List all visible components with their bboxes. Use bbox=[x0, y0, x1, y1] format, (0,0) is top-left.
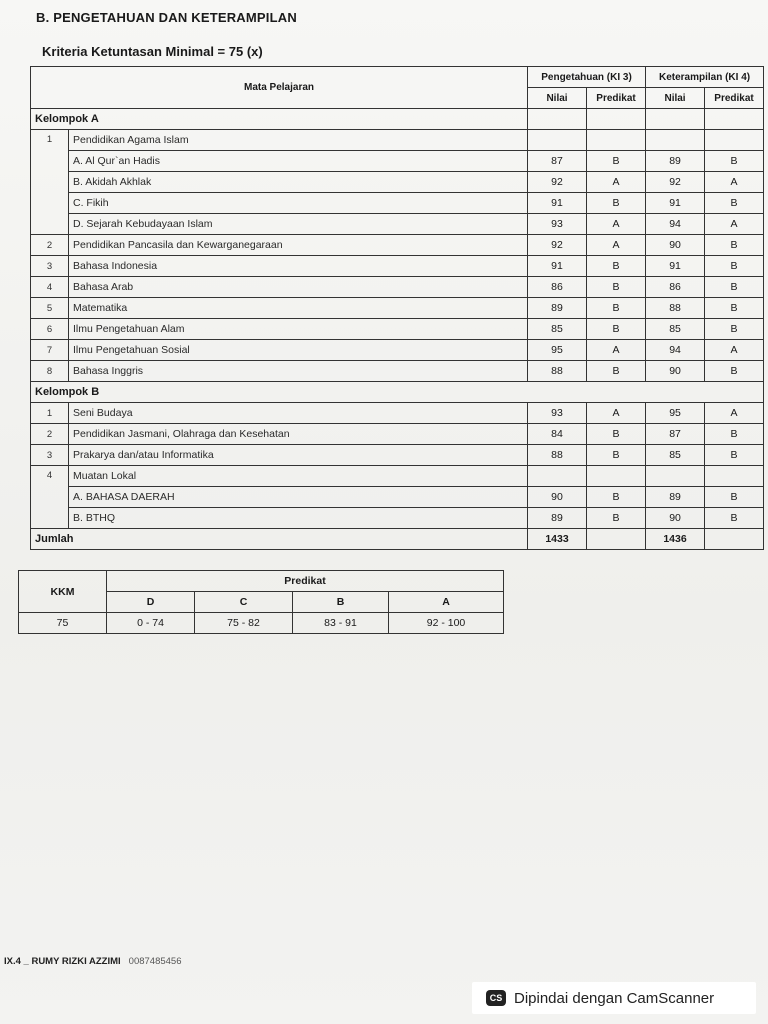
subject-name: Bahasa Indonesia bbox=[69, 256, 528, 277]
p-nilai: 91 bbox=[528, 193, 587, 214]
p-nilai: 92 bbox=[528, 235, 587, 256]
p-nilai: 91 bbox=[528, 256, 587, 277]
range-b: 83 - 91 bbox=[293, 613, 389, 634]
row-number: 3 bbox=[31, 256, 69, 277]
p-nilai: 86 bbox=[528, 277, 587, 298]
k-predikat: B bbox=[705, 193, 764, 214]
subject-name: Bahasa Inggris bbox=[69, 361, 528, 382]
k-predikat: B bbox=[705, 445, 764, 466]
section-title: B. PENGETAHUAN DAN KETERAMPILAN bbox=[36, 10, 297, 25]
subject-name: Pendidikan Pancasila dan Kewarganegaraan bbox=[69, 235, 528, 256]
p-predikat: A bbox=[587, 172, 646, 193]
k-nilai: 91 bbox=[646, 193, 705, 214]
total-label: Jumlah bbox=[31, 529, 528, 550]
group-label-a: Kelompok A bbox=[31, 109, 528, 130]
table-row bbox=[31, 403, 764, 424]
k-nilai: 91 bbox=[646, 256, 705, 277]
subject-name: C. Fikih bbox=[69, 193, 528, 214]
subject-name: A. BAHASA DAERAH bbox=[69, 487, 528, 508]
k-predikat: B bbox=[705, 256, 764, 277]
k-predikat: A bbox=[705, 172, 764, 193]
k-nilai: 94 bbox=[646, 340, 705, 361]
table-row bbox=[31, 256, 764, 277]
subject-name: B. Akidah Akhlak bbox=[69, 172, 528, 193]
row-number: 2 bbox=[31, 235, 69, 256]
header-k-nilai: Nilai bbox=[646, 88, 705, 109]
k-nilai: 85 bbox=[646, 319, 705, 340]
k-nilai: 86 bbox=[646, 277, 705, 298]
k-predikat: B bbox=[705, 235, 764, 256]
p-nilai: 93 bbox=[528, 403, 587, 424]
p-nilai: 95 bbox=[528, 340, 587, 361]
row-number: 1 bbox=[31, 403, 69, 424]
p-nilai: 87 bbox=[528, 151, 587, 172]
header-pengetahuan: Pengetahuan (KI 3) bbox=[528, 67, 646, 88]
k-total: 1436 bbox=[646, 529, 705, 550]
table-row bbox=[31, 340, 764, 361]
k-predikat: B bbox=[705, 151, 764, 172]
subject-name: Muatan Lokal bbox=[69, 466, 528, 487]
k-predikat: B bbox=[705, 487, 764, 508]
p-predikat: A bbox=[587, 214, 646, 235]
grade-b: B bbox=[293, 592, 389, 613]
p-nilai: 89 bbox=[528, 508, 587, 529]
p-nilai: 90 bbox=[528, 487, 587, 508]
p-predikat: B bbox=[587, 151, 646, 172]
k-nilai: 92 bbox=[646, 172, 705, 193]
predikat-header: Predikat bbox=[107, 571, 504, 592]
p-predikat: B bbox=[587, 256, 646, 277]
p-nilai: 88 bbox=[528, 361, 587, 382]
k-predikat: B bbox=[705, 424, 764, 445]
row-number: 7 bbox=[31, 340, 69, 361]
row-number: 6 bbox=[31, 319, 69, 340]
k-predikat: B bbox=[705, 277, 764, 298]
row-number: 8 bbox=[31, 361, 69, 382]
k-nilai: 95 bbox=[646, 403, 705, 424]
k-predikat: B bbox=[705, 361, 764, 382]
subject-name: Prakarya dan/atau Informatika bbox=[69, 445, 528, 466]
subject-name: Matematika bbox=[69, 298, 528, 319]
p-total: 1433 bbox=[528, 529, 587, 550]
kkm-table bbox=[18, 570, 504, 634]
range-c: 75 - 82 bbox=[195, 613, 293, 634]
grade-d: D bbox=[107, 592, 195, 613]
row-number: 3 bbox=[31, 445, 69, 466]
p-predikat: B bbox=[587, 508, 646, 529]
table-row bbox=[31, 424, 764, 445]
k-predikat: B bbox=[705, 298, 764, 319]
k-nilai: 88 bbox=[646, 298, 705, 319]
table-row bbox=[31, 277, 764, 298]
camscanner-logo-icon: CS bbox=[486, 990, 506, 1006]
range-d: 0 - 74 bbox=[107, 613, 195, 634]
table-row bbox=[31, 193, 764, 214]
p-nilai: 92 bbox=[528, 172, 587, 193]
grade-c: C bbox=[195, 592, 293, 613]
k-nilai: 87 bbox=[646, 424, 705, 445]
p-nilai: 88 bbox=[528, 445, 587, 466]
p-predikat: A bbox=[587, 403, 646, 424]
camscanner-watermark bbox=[472, 982, 756, 1014]
k-predikat: A bbox=[705, 403, 764, 424]
k-nilai: 89 bbox=[646, 487, 705, 508]
table-row bbox=[31, 508, 764, 529]
p-predikat: B bbox=[587, 361, 646, 382]
header-keterampilan: Keterampilan (KI 4) bbox=[646, 67, 764, 88]
subject-name: Bahasa Arab bbox=[69, 277, 528, 298]
table-row bbox=[31, 319, 764, 340]
grade-a: A bbox=[389, 592, 504, 613]
p-predikat: A bbox=[587, 235, 646, 256]
row-number: 1 bbox=[31, 130, 69, 235]
row-number: 2 bbox=[31, 424, 69, 445]
k-predikat: A bbox=[705, 340, 764, 361]
p-predikat: A bbox=[587, 340, 646, 361]
p-predikat: B bbox=[587, 487, 646, 508]
p-predikat: B bbox=[587, 319, 646, 340]
table-row bbox=[31, 298, 764, 319]
range-a: 92 - 100 bbox=[389, 613, 504, 634]
row-number: 4 bbox=[31, 277, 69, 298]
k-predikat: B bbox=[705, 319, 764, 340]
p-predikat: B bbox=[587, 277, 646, 298]
p-nilai: 93 bbox=[528, 214, 587, 235]
header-mata-pelajaran: Mata Pelajaran bbox=[31, 67, 528, 109]
p-predikat: B bbox=[587, 445, 646, 466]
row-number: 4 bbox=[31, 466, 69, 529]
k-nilai: 89 bbox=[646, 151, 705, 172]
subject-name: Pendidikan Agama Islam bbox=[69, 130, 528, 151]
subject-name: Seni Budaya bbox=[69, 403, 528, 424]
subject-name: Ilmu Pengetahuan Sosial bbox=[69, 340, 528, 361]
table-row bbox=[31, 445, 764, 466]
k-nilai: 90 bbox=[646, 235, 705, 256]
table-row bbox=[31, 151, 764, 172]
table-row bbox=[31, 487, 764, 508]
camscanner-text: Dipindai dengan CamScanner bbox=[514, 989, 715, 1007]
table-row bbox=[31, 172, 764, 193]
header-p-nilai: Nilai bbox=[528, 88, 587, 109]
subject-name: Ilmu Pengetahuan Alam bbox=[69, 319, 528, 340]
table-row bbox=[31, 214, 764, 235]
table-row bbox=[31, 466, 764, 487]
student-name: IX.4 _ RUMY RIZKI AZZIMI bbox=[4, 956, 121, 967]
subject-name: B. BTHQ bbox=[69, 508, 528, 529]
subject-name: Pendidikan Jasmani, Olahraga dan Kesehatan bbox=[69, 424, 528, 445]
table-row bbox=[31, 235, 764, 256]
grades-table bbox=[30, 66, 764, 550]
table-row bbox=[31, 361, 764, 382]
footer-student bbox=[4, 956, 182, 967]
total-row bbox=[31, 529, 764, 550]
p-predikat: B bbox=[587, 424, 646, 445]
row-number: 5 bbox=[31, 298, 69, 319]
header-k-predikat: Predikat bbox=[705, 88, 764, 109]
subject-name: D. Sejarah Kebudayaan Islam bbox=[69, 214, 528, 235]
student-number: 0087485456 bbox=[128, 956, 182, 967]
table-row bbox=[31, 130, 764, 151]
k-nilai: 90 bbox=[646, 508, 705, 529]
p-nilai: 85 bbox=[528, 319, 587, 340]
p-nilai: 89 bbox=[528, 298, 587, 319]
p-nilai: 84 bbox=[528, 424, 587, 445]
p-predikat: B bbox=[587, 193, 646, 214]
header-p-predikat: Predikat bbox=[587, 88, 646, 109]
k-predikat: B bbox=[705, 508, 764, 529]
kkm-value: 75 bbox=[19, 613, 107, 634]
kkm-header: KKM bbox=[19, 571, 107, 613]
subject-name: A. Al Qur`an Hadis bbox=[69, 151, 528, 172]
k-predikat: A bbox=[705, 214, 764, 235]
p-predikat: B bbox=[587, 298, 646, 319]
k-nilai: 85 bbox=[646, 445, 705, 466]
k-nilai: 90 bbox=[646, 361, 705, 382]
group-label-b: Kelompok B bbox=[31, 382, 764, 403]
kkm-title: Kriteria Ketuntasan Minimal = 75 (x) bbox=[42, 44, 263, 59]
k-nilai: 94 bbox=[646, 214, 705, 235]
